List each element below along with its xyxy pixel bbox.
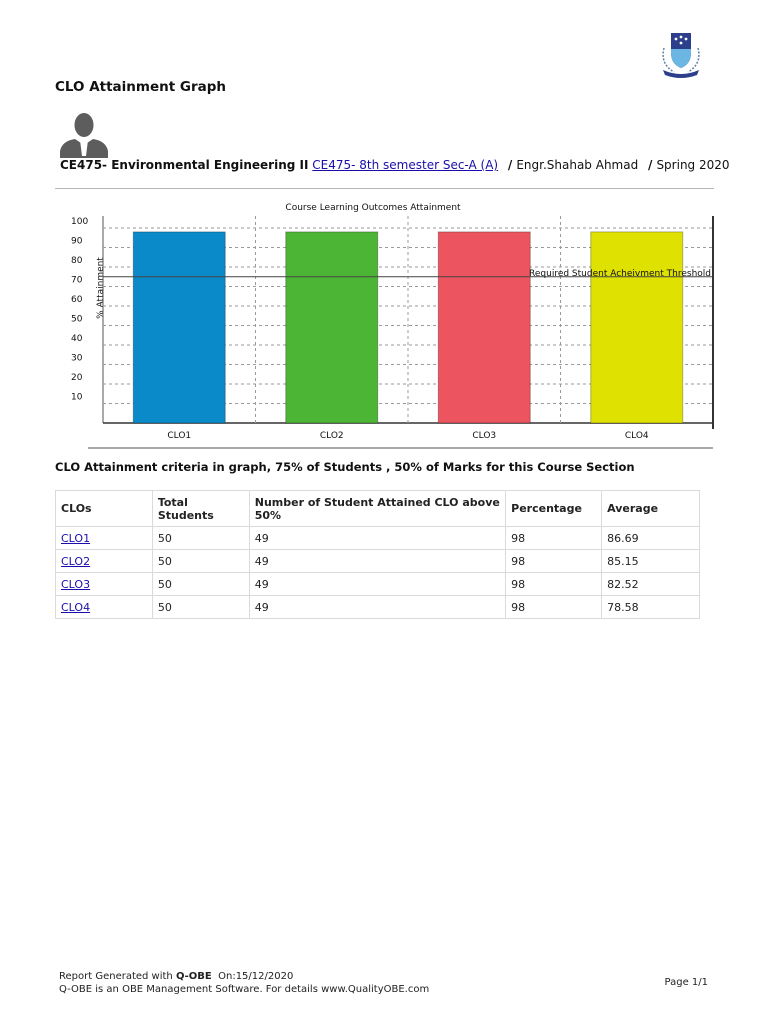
table-cell: 50 xyxy=(152,527,249,550)
clo-cell xyxy=(56,573,153,596)
y-tick-label: 80 xyxy=(71,256,83,266)
table-cell: 82.52 xyxy=(602,573,700,596)
criteria-text: CLO Attainment criteria in graph, 75% of Students , 50% of Marks for this Course Section xyxy=(55,460,635,474)
bar xyxy=(438,232,530,423)
separator: / xyxy=(648,158,653,172)
chart-canvas xyxy=(55,196,715,454)
column-header: Total Students xyxy=(152,491,249,527)
university-logo xyxy=(654,28,708,80)
table-row xyxy=(56,596,700,619)
course-info xyxy=(60,158,730,172)
column-header: Number of Student Attained CLO above 50% xyxy=(249,491,505,527)
generated-prefix: Report Generated with xyxy=(59,971,176,982)
clo-table xyxy=(55,490,700,619)
clo-cell xyxy=(56,550,153,573)
separator: / xyxy=(507,158,513,172)
table-cell: 50 xyxy=(152,596,249,619)
column-header: Average xyxy=(602,491,700,527)
table-cell: 98 xyxy=(506,527,602,550)
footer-tagline: Q-OBE is an OBE Management Software. For details www.QualityOBE.com xyxy=(59,984,430,995)
table-cell: 86.69 xyxy=(602,527,700,550)
x-tick-label: CLO1 xyxy=(167,431,192,441)
y-tick-label: 50 xyxy=(71,314,83,325)
bar xyxy=(286,232,378,423)
clo-attainment-chart xyxy=(55,196,715,454)
table-cell: 98 xyxy=(506,550,602,573)
term: Spring 2020 xyxy=(656,158,730,172)
table-cell: 98 xyxy=(506,573,602,596)
table-cell: 49 xyxy=(249,573,505,596)
clo-link[interactable]: CLO2 xyxy=(61,554,91,568)
generated-date: On:15/12/2020 xyxy=(218,971,294,982)
table-cell: 98 xyxy=(506,596,602,619)
avatar xyxy=(58,112,110,158)
chart-title: Course Learning Outcomes Attainment xyxy=(285,203,461,213)
table-row xyxy=(56,573,700,596)
x-tick-label: CLO4 xyxy=(624,431,649,441)
generated-line xyxy=(59,970,429,983)
page-number: Page 1/1 xyxy=(664,977,708,988)
x-tick-label: CLO2 xyxy=(319,431,344,441)
clo-link[interactable]: CLO3 xyxy=(61,577,91,591)
table-cell: 49 xyxy=(249,550,505,573)
y-tick-label: 10 xyxy=(71,392,83,403)
bar xyxy=(133,232,225,423)
clo-cell xyxy=(56,596,153,619)
clo-link[interactable]: CLO1 xyxy=(61,531,91,545)
table-cell: 50 xyxy=(152,550,249,573)
footer xyxy=(59,970,429,996)
product-name: Q-OBE xyxy=(175,971,212,982)
y-tick-label: 30 xyxy=(71,353,83,364)
course-name: CE475- Environmental Engineering II xyxy=(60,158,309,172)
y-tick-label: 90 xyxy=(71,236,83,247)
clo-link[interactable]: CLO4 xyxy=(61,600,91,614)
divider xyxy=(55,188,714,189)
x-tick-layer xyxy=(167,431,649,441)
table-cell: 85.15 xyxy=(602,550,700,573)
y-tick-label: 100 xyxy=(71,217,89,227)
x-tick-label: CLO3 xyxy=(472,431,497,441)
table-row xyxy=(56,527,700,550)
threshold-label: Required Student Acheivment Threshold xyxy=(529,268,711,279)
page-title: CLO Attainment Graph xyxy=(55,79,227,95)
y-tick-label: 60 xyxy=(71,295,83,305)
column-header: CLOs xyxy=(56,491,153,527)
y-tick-label: 20 xyxy=(71,373,83,383)
bar xyxy=(591,232,683,423)
clo-cell xyxy=(56,527,153,550)
table-row xyxy=(56,550,700,573)
section-link[interactable]: CE475- 8th semester Sec-A (A) xyxy=(312,158,499,172)
y-tick-label: 40 xyxy=(71,334,83,344)
table-cell: 49 xyxy=(249,596,505,619)
instructor-name: Engr.Shahab Ahmad xyxy=(516,158,639,172)
table-cell: 49 xyxy=(249,527,505,550)
table-header-row xyxy=(56,491,700,527)
y-tick-label: 70 xyxy=(71,275,83,286)
y-axis-label: % Attainment xyxy=(96,257,106,319)
column-header: Percentage xyxy=(506,491,602,527)
table-cell: 78.58 xyxy=(602,596,700,619)
tick-layer xyxy=(71,217,88,403)
table-cell: 50 xyxy=(152,573,249,596)
